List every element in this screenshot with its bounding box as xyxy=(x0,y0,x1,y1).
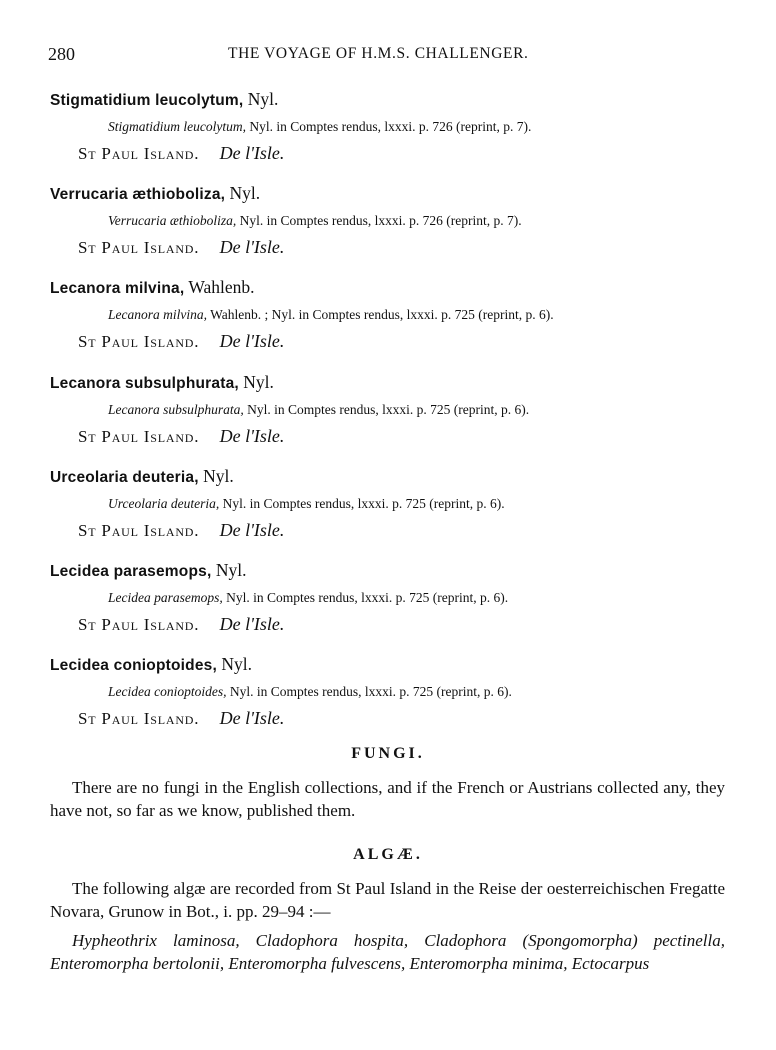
lichen-entry xyxy=(50,559,740,636)
citation-text: Nyl. in Comptes rendus, lxxxi. p. 725 (reprint, p. 6). xyxy=(229,684,512,699)
species-author: Wahlenb. xyxy=(188,277,255,297)
species-binomial: Urceolaria deuteria, xyxy=(50,469,199,486)
collector: De l'Isle. xyxy=(219,331,285,351)
species-author: Nyl. xyxy=(247,89,279,109)
locality-line xyxy=(78,425,740,448)
citation-text: Wahlenb. ; Nyl. in Comptes rendus, lxxxi. p. 725 (reprint, p. 6). xyxy=(210,307,554,322)
citation-name: Urceolaria deuteria, xyxy=(108,496,220,511)
species-name xyxy=(50,559,740,583)
species-binomial: Lecanora milvina, xyxy=(50,280,185,297)
algae-heading: ALGÆ. xyxy=(353,846,423,863)
collector: De l'Isle. xyxy=(219,143,285,163)
lichen-entry xyxy=(50,88,740,165)
citation-text: Nyl. in Comptes rendus, lxxxi. p. 725 (reprint, p. 6). xyxy=(222,496,505,511)
species-name xyxy=(50,371,740,395)
locality: St Paul Island. xyxy=(78,709,200,728)
collector: De l'Isle. xyxy=(219,708,285,728)
locality: St Paul Island. xyxy=(78,144,200,163)
citation xyxy=(108,495,740,513)
species-name xyxy=(50,182,740,206)
species-binomial: Verrucaria æthioboliza, xyxy=(50,186,226,203)
page-number: 280 xyxy=(48,44,75,64)
locality-line xyxy=(78,613,740,636)
citation xyxy=(108,118,740,136)
species-name xyxy=(50,465,740,489)
citation-name: Lecanora subsulphurata, xyxy=(108,402,244,417)
lichen-entry xyxy=(50,371,740,448)
citation-name: Lecidea conioptoides, xyxy=(108,684,227,699)
algae-species-list: Hypheothrix laminosa, Cladophora hospita, Cladophora (Spongomorpha) pectinella, Enteromorpha bertolonii, Enteromorpha fulvescens, Enteromorpha minima, Ectocarpus xyxy=(50,931,725,973)
citation xyxy=(108,683,740,701)
lichen-entry xyxy=(50,182,740,259)
species-name xyxy=(50,653,740,677)
collector: De l'Isle. xyxy=(219,237,285,257)
fungi-heading: FUNGI. xyxy=(351,745,425,762)
species-author: Nyl. xyxy=(243,372,274,392)
species-name xyxy=(50,88,740,112)
citation-name: Verrucaria æthioboliza, xyxy=(108,213,237,228)
locality: St Paul Island. xyxy=(78,615,200,634)
lichen-entry xyxy=(50,653,740,730)
locality-line xyxy=(78,707,740,730)
locality-line xyxy=(78,330,740,353)
citation-text: Nyl. in Comptes rendus, lxxxi. p. 726 (reprint, p. 7). xyxy=(249,119,532,134)
citation-text: Nyl. in Comptes rendus, lxxxi. p. 725 (reprint, p. 6). xyxy=(226,590,509,605)
species-author: Nyl. xyxy=(203,466,234,486)
citation-text: Nyl. in Comptes rendus, lxxxi. p. 726 (reprint, p. 7). xyxy=(239,213,522,228)
species-author: Nyl. xyxy=(221,654,252,674)
locality: St Paul Island. xyxy=(78,427,200,446)
lichen-entry xyxy=(50,465,740,542)
species-author: Nyl. xyxy=(215,560,247,580)
locality: St Paul Island. xyxy=(78,332,200,351)
collector: De l'Isle. xyxy=(219,614,285,634)
locality: St Paul Island. xyxy=(78,521,200,540)
collector: De l'Isle. xyxy=(219,520,285,540)
species-binomial: Stigmatidium leucolytum, xyxy=(50,92,244,109)
locality-line xyxy=(78,236,740,259)
citation-name: Stigmatidium leucolytum, xyxy=(108,119,246,134)
species-name xyxy=(50,276,740,300)
citation xyxy=(108,589,740,607)
algae-intro-text: The following algæ are recorded from St Paul Island in the Reise der oesterreichischen Fregatte Novara, Grunow in Bot., i. pp. 29–94 :— xyxy=(50,879,725,921)
citation xyxy=(108,401,740,419)
citation xyxy=(108,212,740,230)
citation xyxy=(108,306,740,324)
locality-line xyxy=(78,142,740,165)
fungi-text: There are no fungi in the English collections, and if the French or Austrians collected any, they have not, so far as we know, published them. xyxy=(50,778,725,820)
species-binomial: Lecidea parasemops, xyxy=(50,563,212,580)
species-binomial: Lecidea conioptoides, xyxy=(50,657,217,674)
algae-intro-paragraph xyxy=(50,877,725,923)
citation-name: Lecidea parasemops, xyxy=(108,590,223,605)
locality: St Paul Island. xyxy=(78,238,200,257)
locality-line xyxy=(78,519,740,542)
species-author: Nyl. xyxy=(229,183,261,203)
collector: De l'Isle. xyxy=(219,426,285,446)
citation-name: Lecanora milvina, xyxy=(108,307,207,322)
lichen-entry xyxy=(50,276,740,353)
page-header xyxy=(48,44,728,68)
citation-text: Nyl. in Comptes rendus, lxxxi. p. 725 (reprint, p. 6). xyxy=(247,402,530,417)
running-title: THE VOYAGE OF H.M.S. CHALLENGER. xyxy=(228,45,529,62)
algae-species-paragraph xyxy=(50,929,725,975)
species-binomial: Lecanora subsulphurata, xyxy=(50,375,239,392)
fungi-paragraph xyxy=(50,776,725,822)
